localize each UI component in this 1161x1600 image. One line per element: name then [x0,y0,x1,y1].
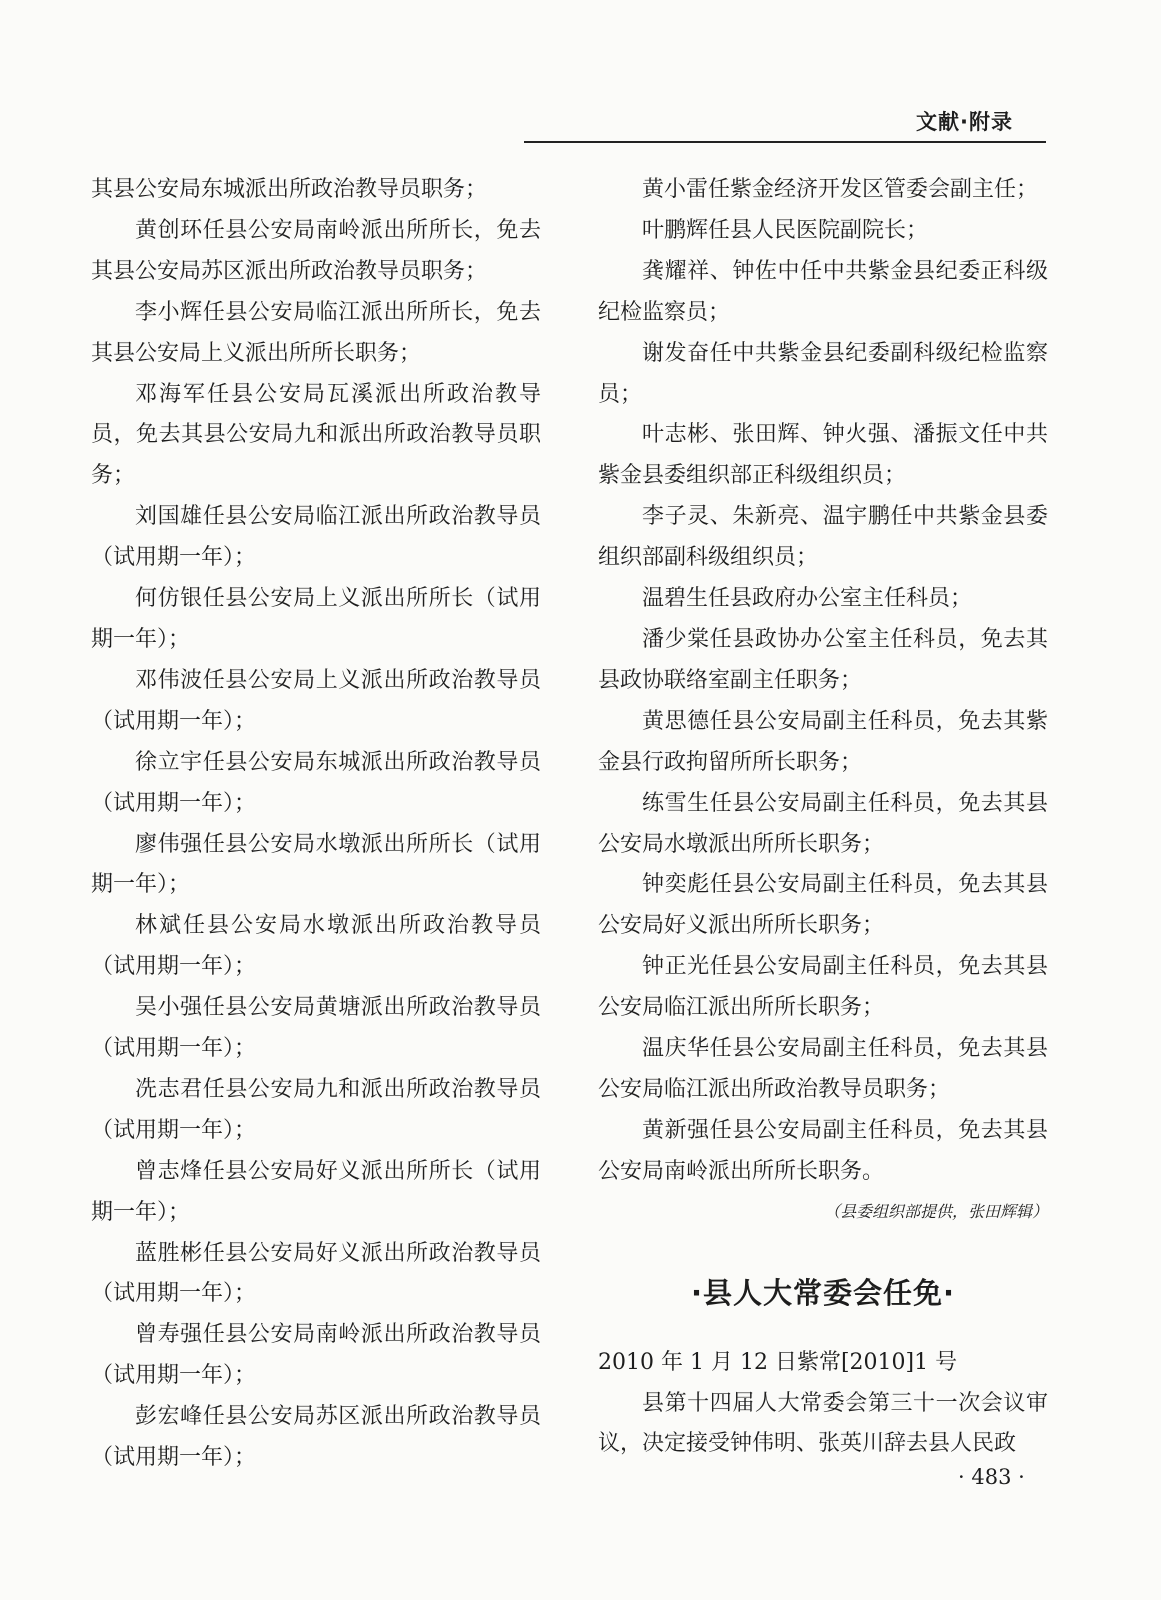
paragraph: 潘少棠任县政协办公室主任科员，免去其县政协联络室副主任职务； [598,626,1048,693]
paragraph: 廖伟强任县公安局水墩派出所所长（试用期一年）； [91,831,541,898]
paragraph: 龚耀祥、钟佐中任中共紫金县纪委正科级纪检监察员； [598,258,1048,325]
paragraph: 何仿银任县公安局上义派出所所长（试用期一年）； [91,586,541,652]
document-date-line: 2010 年 1 月 12 日紫常[2010]1 号 [598,1349,958,1375]
paragraph: 彭宏峰任县公安局苏区派出所政治教导员（试用期一年）； [91,1404,541,1471]
paragraph: 林斌任县公安局水墩派出所政治教导员（试用期一年）； [91,913,541,980]
running-header: 文献·附录 [916,110,1013,134]
paragraph: 徐立宇任县公安局东城派出所政治教导员（试用期一年）； [91,749,541,816]
paragraph: 李子灵、朱新亮、温宇鹏任中共紫金县委组织部副科级组织员； [598,504,1048,571]
paragraph: 黄思德任县公安局副主任科员，免去其紫金县行政拘留所所长职务； [598,708,1048,775]
paragraph: 县第十四届人大常委会第三十一次会议审议，决定接受钟伟明、张英川辞去县人民政 [598,1390,1048,1457]
paragraph: 钟奕彪任县公安局副主任科员，免去其县公安局好义派出所所长职务； [598,872,1048,939]
source-note: （县委组织部提供，张田辉辑） [823,1201,1048,1221]
paragraph: 黄新强任县公安局副主任科员，免去其县公安局南岭派出所所长职务。 [598,1117,1048,1184]
right-column [598,170,1048,1465]
paragraph: 吴小强任县公安局黄塘派出所政治教导员（试用期一年）； [91,995,541,1062]
paragraph: 黄小雷任紫金经济开发区管委会副主任； [642,177,1039,202]
page-number: · 483 · [958,1465,1025,1489]
paragraph: 冼志君任县公安局九和派出所政治教导员（试用期一年）； [91,1076,541,1143]
paragraph: 刘国雄任县公安局临江派出所政治教导员（试用期一年）； [91,504,541,571]
paragraph: 谢发奋任中共紫金县纪委副科级纪检监察员； [598,340,1048,407]
paragraph: 蓝胜彬任县公安局好义派出所政治教导员（试用期一年）； [91,1240,541,1307]
left-column [91,170,541,1479]
paragraph: 曾寿强任县公安局南岭派出所政治教导员（试用期一年）； [91,1322,541,1389]
paragraph: 曾志烽任县公安局好义派出所所长（试用期一年）； [91,1158,541,1225]
paragraph: 黄创环任县公安局南岭派出所所长，免去其县公安局苏区派出所政治教导员职务； [91,217,541,284]
paragraph: 钟正光任县公安局副主任科员，免去其县公安局临江派出所所长职务； [598,954,1048,1021]
header-rule [524,141,1046,143]
paragraph: 练雪生任县公安局副主任科员，免去其县公安局水墩派出所所长职务； [598,790,1048,857]
section-title: ·县人大常委会任免· [690,1275,956,1310]
paragraph: 叶鹏辉任县人民医院副院长； [642,217,929,243]
paragraph: 温庆华任县公安局副主任科员，免去其县公安局临江派出所政治教导员职务； [598,1036,1048,1102]
paragraph: 邓海军任县公安局瓦溪派出所政治教导员，免去其县公安局九和派出所政治教导员职务； [91,381,541,489]
paragraph: 温碧生任县政府办公室主任科员； [642,586,973,612]
paragraph: 其县公安局东城派出所政治教导员职务； [91,177,488,202]
paragraph: 叶志彬、张田辉、钟火强、潘振文任中共紫金县委组织部正科级组织员； [598,422,1048,489]
paragraph: 邓伟波任县公安局上义派出所政治教导员（试用期一年）； [91,667,541,734]
paragraph: 李小辉任县公安局临江派出所所长，免去其县公安局上义派出所所长职务； [91,299,541,366]
